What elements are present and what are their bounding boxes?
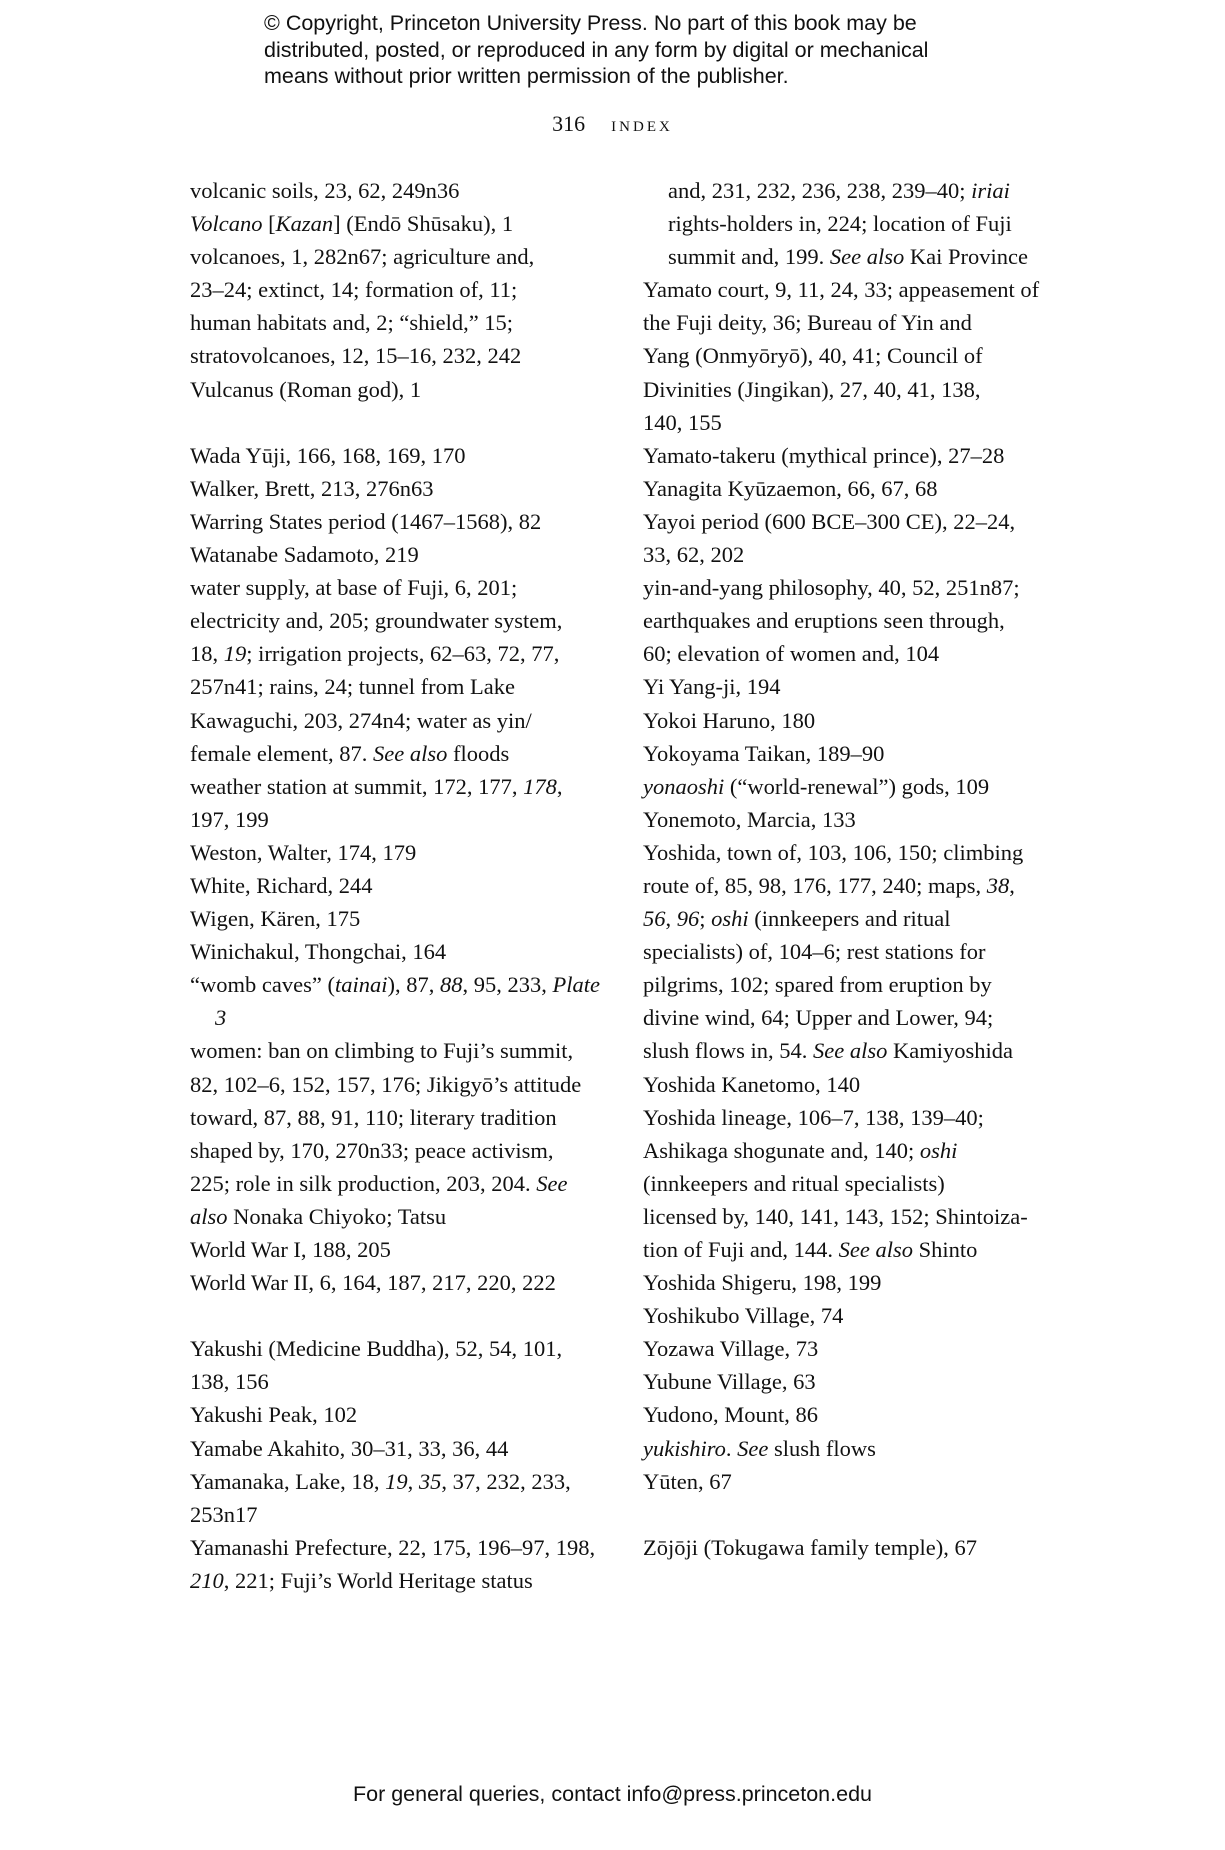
- index-entry-line: Yozawa Village, 73: [643, 1336, 819, 1362]
- index-entry-line: specialists) of, 104–6; rest stations for: [643, 939, 986, 965]
- index-entry: [190, 538, 610, 571]
- index-entry: [190, 207, 610, 240]
- index-entry-line: Yamanashi Prefecture, 22, 175, 196–97, 198,: [190, 1534, 596, 1560]
- index-entry-line: World War I, 188, 205: [190, 1237, 391, 1262]
- index-entry: [643, 1432, 1063, 1465]
- index-entry: [190, 505, 610, 538]
- index-entry-line: divine wind, 64; Upper and Lower, 94;: [643, 1005, 994, 1031]
- index-entry-line: and, 231, 232, 236, 238, 239–40; iriai: [668, 178, 1010, 203]
- index-entry-line: Weston, Walter, 174, 179: [190, 839, 417, 865]
- index-entry-line: route of, 85, 98, 176, 177, 240; maps, 38,: [643, 872, 1015, 898]
- index-entry-line: 210, 221; Fuji’s World Heritage status: [190, 1567, 533, 1593]
- index-entry-line: Wigen, Kären, 175: [190, 906, 361, 932]
- index-entry-line: Kawaguchi, 203, 274n4; water as yin/: [190, 707, 532, 733]
- index-entry-line: Yoshikubo Village, 74: [643, 1303, 844, 1329]
- index-entry-line: female element, 87. See also floods: [190, 740, 510, 766]
- index-entry-line: Yi Yang-ji, 194: [643, 674, 781, 700]
- index-entry-line: summit and, 199. See also Kai Province: [668, 244, 1028, 270]
- index-entry-line: Yayoi period (600 BCE–300 CE), 22–24,: [643, 508, 1016, 534]
- index-column-right: [643, 174, 1063, 1564]
- index-entry-line: water supply, at base of Fuji, 6, 201;: [190, 575, 518, 601]
- index-entry-line: Divinities (Jingikan), 27, 40, 41, 138,: [643, 376, 981, 402]
- index-entry: [190, 571, 610, 770]
- index-entry-line: pilgrims, 102; spared from eruption by: [643, 972, 992, 998]
- index-entry-line: electricity and, 205; groundwater system,: [190, 608, 563, 634]
- index-entry-line: Yubune Village, 63: [643, 1369, 816, 1395]
- index-entry: [190, 1432, 610, 1465]
- index-entry: [190, 240, 610, 372]
- index-entry-line: 60; elevation of women and, 104: [643, 641, 940, 667]
- index-entry-line: 138, 156: [190, 1369, 269, 1395]
- index-entry-continued: [643, 174, 1063, 273]
- copyright-line: © Copyright, Princeton University Press. No part of this book may be: [264, 11, 917, 35]
- index-entry-line: 56, 96; oshi (innkeepers and ritual: [643, 906, 951, 932]
- index-entry: [643, 770, 1063, 803]
- index-entry: [643, 1365, 1063, 1398]
- index-entry-line: also Nonaka Chiyoko; Tatsu: [190, 1203, 447, 1229]
- index-entry: [190, 902, 610, 935]
- index-entry-line: White, Richard, 244: [190, 872, 373, 898]
- index-entry-line: yin-and-yang philosophy, 40, 52, 251n87;: [643, 575, 1020, 601]
- index-entry-line: stratovolcanoes, 12, 15–16, 232, 242: [190, 343, 522, 369]
- index-entry: [643, 1398, 1063, 1431]
- index-entry-line: Volcano [Kazan] (Endō Shūsaku), 1: [190, 211, 514, 237]
- index-entry: [190, 1531, 610, 1597]
- index-entry-line: Watanabe Sadamoto, 219: [190, 542, 419, 568]
- index-entry: [643, 472, 1063, 505]
- index-entry-line: Vulcanus (Roman god), 1: [190, 376, 422, 402]
- index-entry-line: Yūten, 67: [643, 1468, 732, 1494]
- index-entry: [643, 836, 1063, 1068]
- index-entry-line: 33, 62, 202: [643, 542, 745, 568]
- index-entry-line: Yokoi Haruno, 180: [643, 707, 816, 733]
- index-entry-line: yonaoshi (“world-renewal”) gods, 109: [643, 773, 990, 799]
- index-entry: [643, 505, 1063, 571]
- index-entry: [190, 869, 610, 902]
- index-entry-line: Yonemoto, Marcia, 133: [643, 806, 856, 832]
- index-entry-line: Yoshida Shigeru, 198, 199: [643, 1270, 882, 1296]
- index-entry: [643, 273, 1063, 438]
- index-entry-line: volcanoes, 1, 282n67; agriculture and,: [190, 244, 535, 270]
- index-entry-line: slush flows in, 54. See also Kamiyoshida: [643, 1038, 1013, 1064]
- index-entry: [190, 1465, 610, 1531]
- index-entry: [643, 439, 1063, 472]
- index-entry: [190, 836, 610, 869]
- index-entry-line: “womb caves” (tainai), 87, 88, 95, 233, Plate 3: [190, 972, 600, 1031]
- index-entry-line: 225; role in silk production, 203, 204. See: [190, 1170, 568, 1196]
- copyright-notice: [264, 10, 1024, 90]
- footer-contact: For general queries, contact info@press.princeton.edu: [352, 1782, 872, 1806]
- index-entry: [190, 968, 610, 1034]
- index-entry: [643, 704, 1063, 737]
- index-entry-line: Yamanaka, Lake, 18, 19, 35, 37, 232, 233,: [190, 1468, 571, 1494]
- index-entry-line: 197, 199: [190, 806, 269, 832]
- section-title: index: [611, 111, 673, 136]
- index-entry-line: the Fuji deity, 36; Bureau of Yin and: [643, 310, 972, 336]
- index-entry: [643, 737, 1063, 770]
- index-entry-line: 23–24; extinct, 14; formation of, 11;: [190, 277, 518, 303]
- index-entry: [643, 803, 1063, 836]
- index-entry: [190, 770, 610, 836]
- index-entry: [190, 1398, 610, 1431]
- letter-section-gap: [190, 406, 610, 439]
- index-entry-line: shaped by, 170, 270n33; peace activism,: [190, 1137, 554, 1163]
- index-entry: [643, 571, 1063, 670]
- copyright-line: means without prior written permission of the publisher.: [264, 64, 789, 88]
- index-entry-line: Wada Yūji, 166, 168, 169, 170: [190, 442, 466, 468]
- index-entry-line: Yakushi (Medicine Buddha), 52, 54, 101,: [190, 1336, 563, 1362]
- index-entry: [190, 472, 610, 505]
- index-entry-line: Ashikaga shogunate and, 140; oshi: [643, 1137, 958, 1163]
- index-entry-line: Yoshida lineage, 106–7, 138, 139–40;: [643, 1104, 984, 1130]
- index-entry: [190, 174, 610, 207]
- running-head: [0, 109, 1225, 139]
- index-entry-line: licensed by, 140, 141, 143, 152; Shintoiza-: [643, 1203, 1028, 1229]
- index-entry: [643, 1465, 1063, 1498]
- index-entry-line: Yoshida Kanetomo, 140: [643, 1071, 861, 1097]
- index-entry-line: human habitats and, 2; “shield,” 15;: [190, 310, 514, 336]
- index-column-left: [190, 174, 610, 1597]
- index-entry-line: Yudono, Mount, 86: [643, 1402, 819, 1428]
- index-entry: [643, 1332, 1063, 1365]
- index-entry-line: Yakushi Peak, 102: [190, 1402, 358, 1428]
- index-entry-line: toward, 87, 88, 91, 110; literary tradition: [190, 1104, 557, 1130]
- index-entry-line: Yang (Onmyōryō), 40, 41; Council of: [643, 343, 983, 369]
- page-number: 316: [552, 111, 586, 136]
- index-entry-line: rights-holders in, 224; location of Fuji: [668, 211, 1012, 237]
- index-entry: [190, 1266, 610, 1299]
- index-entry: [190, 935, 610, 968]
- index-entry-line: 253n17: [190, 1501, 258, 1527]
- index-entry: [190, 373, 610, 406]
- index-entry: [643, 670, 1063, 703]
- index-entry-line: 18, 19; irrigation projects, 62–63, 72, 77,: [190, 641, 560, 667]
- index-entry: [190, 1233, 610, 1266]
- index-entry-line: Yokoyama Taikan, 189–90: [643, 740, 885, 766]
- index-entry-line: 82, 102–6, 152, 157, 176; Jikigyō’s attitude: [190, 1071, 582, 1097]
- index-entry-line: Yamabe Akahito, 30–31, 33, 36, 44: [190, 1435, 509, 1461]
- index-entry: [643, 1531, 1063, 1564]
- index-entry-line: women: ban on climbing to Fuji’s summit,: [190, 1038, 574, 1064]
- index-entry-line: Yanagita Kyūzaemon, 66, 67, 68: [643, 475, 938, 501]
- index-entry-line: Zōjōji (Tokugawa family temple), 67: [643, 1534, 977, 1560]
- index-entry-line: weather station at summit, 172, 177, 178,: [190, 773, 563, 799]
- index-entry: [190, 1034, 610, 1233]
- index-entry-line: Warring States period (1467–1568), 82: [190, 508, 542, 534]
- index-entry: [190, 1332, 610, 1398]
- index-entry-line: volcanic soils, 23, 62, 249n36: [190, 178, 460, 203]
- index-entry-line: earthquakes and eruptions seen through,: [643, 608, 1005, 634]
- index-entry-line: Yamato court, 9, 11, 24, 33; appeasement of: [643, 277, 1040, 303]
- index-entry-line: Yamato-takeru (mythical prince), 27–28: [643, 442, 1005, 468]
- index-entry: [643, 1299, 1063, 1332]
- index-entry-line: Winichakul, Thongchai, 164: [190, 939, 447, 965]
- index-entry: [643, 1266, 1063, 1299]
- index-entry-line: Yoshida, town of, 103, 106, 150; climbing: [643, 839, 1024, 865]
- index-entry-line: yukishiro. See slush flows: [643, 1435, 876, 1461]
- index-entry: [643, 1068, 1063, 1101]
- index-entry-line: Walker, Brett, 213, 276n63: [190, 475, 434, 501]
- index-entry-line: 140, 155: [643, 409, 722, 435]
- index-entry: [190, 439, 610, 472]
- letter-section-gap: [643, 1498, 1063, 1531]
- index-entry: [643, 1101, 1063, 1266]
- index-entry-line: (innkeepers and ritual specialists): [643, 1170, 945, 1196]
- copyright-line: distributed, posted, or reproduced in any form by digital or mechanical: [264, 37, 929, 62]
- index-entry-line: World War II, 6, 164, 187, 217, 220, 222: [190, 1270, 556, 1296]
- index-entry-line: 257n41; rains, 24; tunnel from Lake: [190, 674, 515, 700]
- index-entry-line: tion of Fuji and, 144. See also Shinto: [643, 1237, 978, 1262]
- letter-section-gap: [190, 1299, 610, 1332]
